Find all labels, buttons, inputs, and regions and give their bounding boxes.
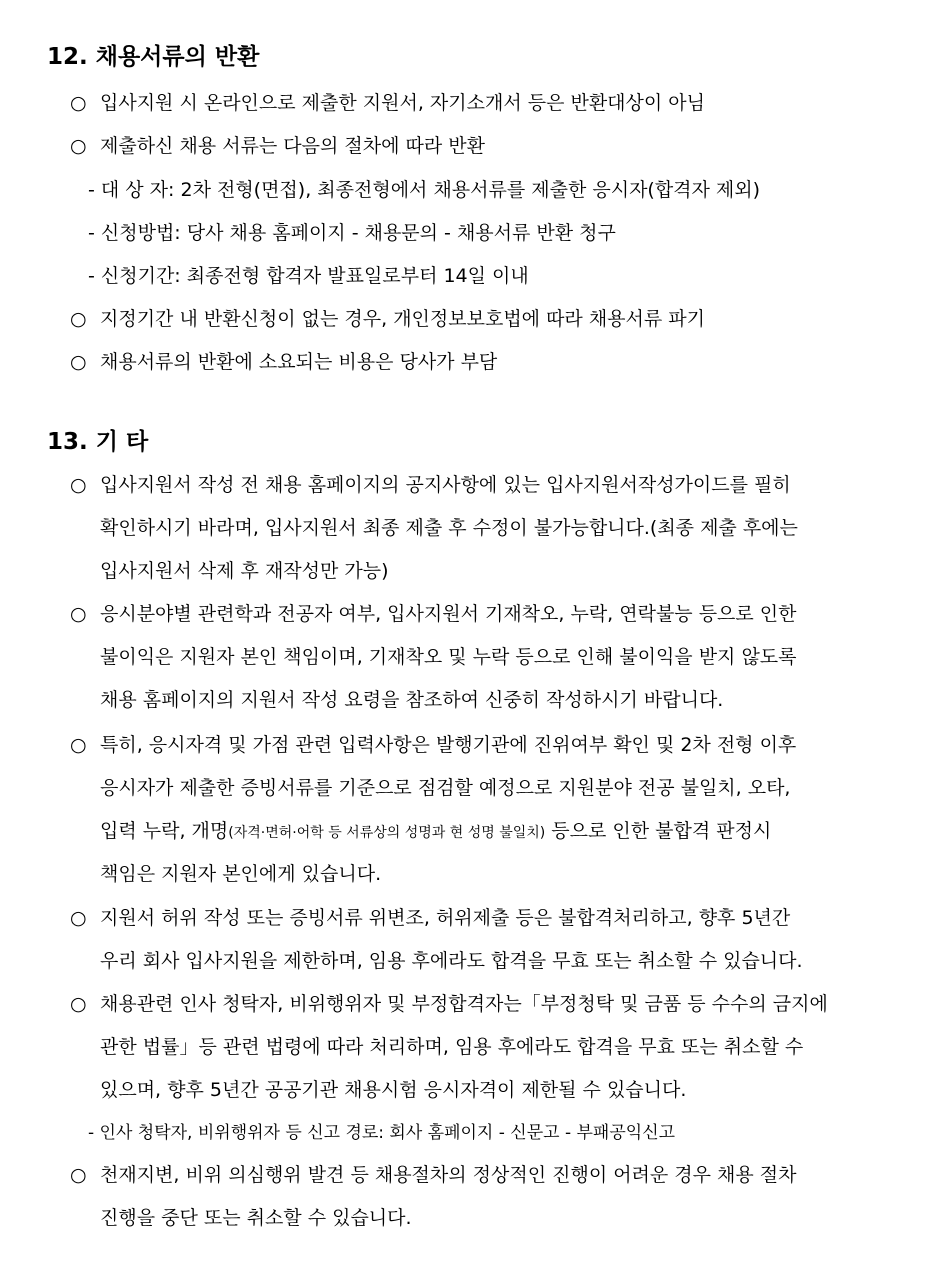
list-item-continuation: 책임은 지원자 본인에게 있습니다. (100, 863, 382, 885)
list-item-continuation: 입사지원서 삭제 후 재작성만 가능) (100, 560, 389, 582)
list-item-continuation: 있으며, 향후 5년간 공공기관 채용시험 응시자격이 제한될 수 있습니다. (100, 1079, 687, 1101)
list-item: ○ 응시분야별 관련학과 전공자 여부, 입사지원서 기재착오, 누락, 연락불능 등으로 인한 (70, 603, 797, 625)
sub-item-method: - 신청방법: 당사 채용 홈페이지 - 채용문의 - 채용서류 반환 청구 (88, 222, 616, 244)
list-item: ○ 제출하신 채용 서류는 다음의 절차에 따라 반환 (70, 135, 485, 157)
bullet-circle-icon: ○ (70, 308, 87, 330)
list-item: ○ 천재지변, 비위 의심행위 발견 등 채용절차의 정상적인 진행이 어려운 경우 채용 절차 (70, 1164, 797, 1186)
list-item: ○ 입사지원서 작성 전 채용 홈페이지의 공지사항에 있는 입사지원서작성가이드를 필히 (70, 474, 791, 496)
section-12-title: 12. 채용서류의 반환 (47, 44, 260, 70)
sub-item-period: - 신청기간: 최종전형 합격자 발표일로부터 14일 이내 (88, 265, 529, 287)
bullet-circle-icon: ○ (70, 351, 87, 373)
list-item: ○ 지정기간 내 반환신청이 없는 경우, 개인정보보호법에 따라 채용서류 파기 (70, 308, 705, 330)
list-item-continuation: 관한 법률」등 관련 법령에 따라 처리하며, 임용 후에라도 합격을 무효 또는 취소할 수 (100, 1036, 804, 1058)
section-13-title: 13. 기 타 (47, 429, 149, 455)
bullet-circle-icon: ○ (70, 993, 87, 1015)
name-change-note: (자격·면허·어학 등 서류상의 성명과 현 성명 불일치) (228, 825, 546, 841)
list-item-continuation: 입력 누락, 개명(자격·면허·어학 등 서류상의 성명과 현 성명 불일치) 등으로 인한 불합격 판정시 (100, 820, 772, 842)
bullet-circle-icon: ○ (70, 907, 87, 929)
list-item-continuation: 응시자가 제출한 증빙서류를 기준으로 점검할 예정으로 지원분야 전공 불일치, 오타, (100, 777, 791, 799)
sub-item-target: - 대 상 자: 2차 전형(면접), 최종전형에서 채용서류를 제출한 응시자(합격자 제외) (88, 179, 761, 201)
bullet-circle-icon: ○ (70, 603, 87, 625)
sub-item-report-channel: - 인사 청탁자, 비위행위자 등 신고 경로: 회사 홈페이지 - 신문고 - 부패공익신고 (88, 1123, 676, 1143)
list-item-continuation: 불이익은 지원자 본인 책임이며, 기재착오 및 누락 등으로 인해 불이익을 받지 않도록 (100, 646, 797, 668)
list-item-continuation: 진행을 중단 또는 취소할 수 있습니다. (100, 1207, 412, 1229)
list-item-continuation: 우리 회사 입사지원을 제한하며, 임용 후에라도 합격을 무효 또는 취소할 수 있습니다. (100, 950, 803, 972)
list-item-continuation: 확인하시기 바라며, 입사지원서 최종 제출 후 수정이 불가능합니다.(최종 제출 후에는 (100, 517, 798, 539)
list-item-continuation: 채용 홈페이지의 지원서 작성 요령을 참조하여 신중히 작성하시기 바랍니다. (100, 689, 724, 711)
bullet-circle-icon: ○ (70, 92, 87, 114)
list-item: ○ 입사지원 시 온라인으로 제출한 지원서, 자기소개서 등은 반환대상이 아님 (70, 92, 705, 114)
list-item: ○ 지원서 허위 작성 또는 증빙서류 위변조, 허위제출 등은 불합격처리하고, 향후 5년간 (70, 907, 791, 929)
bullet-circle-icon: ○ (70, 474, 87, 496)
list-item: ○ 특히, 응시자격 및 가점 관련 입력사항은 발행기관에 진위여부 확인 및 2차 전형 이후 (70, 734, 797, 756)
bullet-circle-icon: ○ (70, 135, 87, 157)
list-item: ○ 채용관련 인사 청탁자, 비위행위자 및 부정합격자는「부정청탁 및 금품 등 수수의 금지에 (70, 993, 828, 1015)
list-item: ○ 채용서류의 반환에 소요되는 비용은 당사가 부담 (70, 351, 498, 373)
bullet-circle-icon: ○ (70, 1164, 87, 1186)
bullet-circle-icon: ○ (70, 734, 87, 756)
